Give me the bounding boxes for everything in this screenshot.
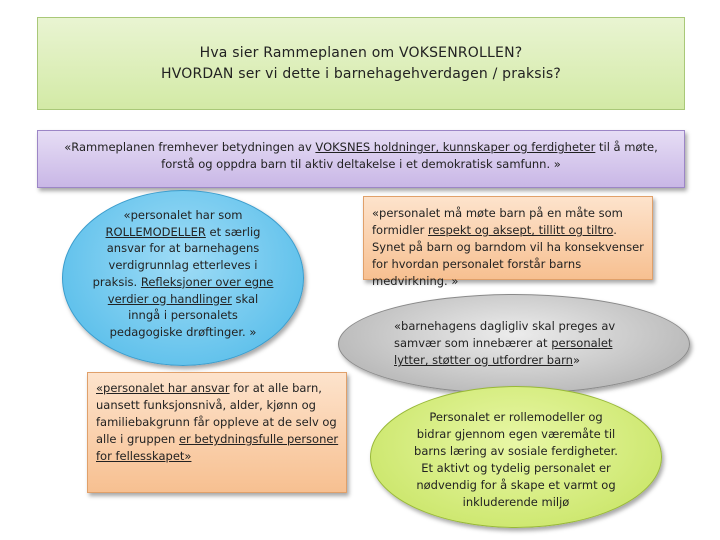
role-model-text-1: «personalet har som (123, 208, 243, 222)
meet-children-quote-box (363, 196, 653, 288)
header-line-2: HVORDAN ser vi dette i barnehagehverdagen / praksis? (160, 65, 562, 82)
responsibility-text-1: «personalet har ansvar (96, 381, 230, 395)
responsibility-text-2: for at alle barn, uansett funksjonsnivå, alder, kjønn og familiebakgrunn får oppleve at de selv og alle i gruppen (96, 381, 337, 446)
daily-life-text-3: » (572, 353, 580, 367)
role-model-text-5: skal inngå i personalets pedagogiske drøftinger. » (109, 291, 259, 339)
meet-children-text-3: . Synet på barn og barndom vil ha konsekvenser for hvordan personalet forstår barns medvirkning. » (372, 223, 644, 288)
daily-life-text-1: «barnehagens dagligliv skal preges av samvær som innebærer at (394, 319, 616, 350)
role-model-quote (92, 207, 274, 341)
header-box (37, 17, 685, 110)
daily-life-text-2: personalet lytter, støtter og utfordrer barn (394, 336, 613, 367)
role-model-text-2: ROLLEMODELLER (105, 224, 206, 239)
staff-role-model-text: Personalet er rollemodeller og bidrar gjennom egen væremåte til barns læring av sosiale ferdigheter. Et aktivt og tydelig personalet er nødvendig for å skape et varmt og inkluderende miljø (414, 410, 618, 509)
role-model-text-4: Refleksjoner over egne verdier og handlinger (107, 274, 274, 306)
role-model-text-3: et særlig ansvar for at barnehagens verdigrunnlag etterleves i praksis. (92, 224, 261, 289)
meet-children-text-1: «personalet må møte barn på en måte som formidler (372, 206, 623, 237)
responsibility-quote-box (87, 372, 347, 493)
daily-life-quote (394, 318, 634, 369)
rammeplan-text-2: VOKSNES holdninger, kunnskaper og ferdigheter (315, 140, 596, 154)
header-line-1: Hva sier Rammeplanen om VOKSENROLLEN? (199, 44, 523, 61)
rammeplan-text-1: «Rammeplanen fremhever betydningen av (64, 140, 316, 154)
rammeplan-quote-box (37, 130, 685, 188)
responsibility-text-3: er betydningsfulle personer for fellesskapet» (96, 432, 339, 463)
rammeplan-text-3: til å møte, forstå og oppdra barn til aktiv deltakelse i et demokratisk samfunn. » (161, 140, 658, 171)
meet-children-text-2: respekt og aksept, tillitt og tiltro (427, 223, 614, 237)
